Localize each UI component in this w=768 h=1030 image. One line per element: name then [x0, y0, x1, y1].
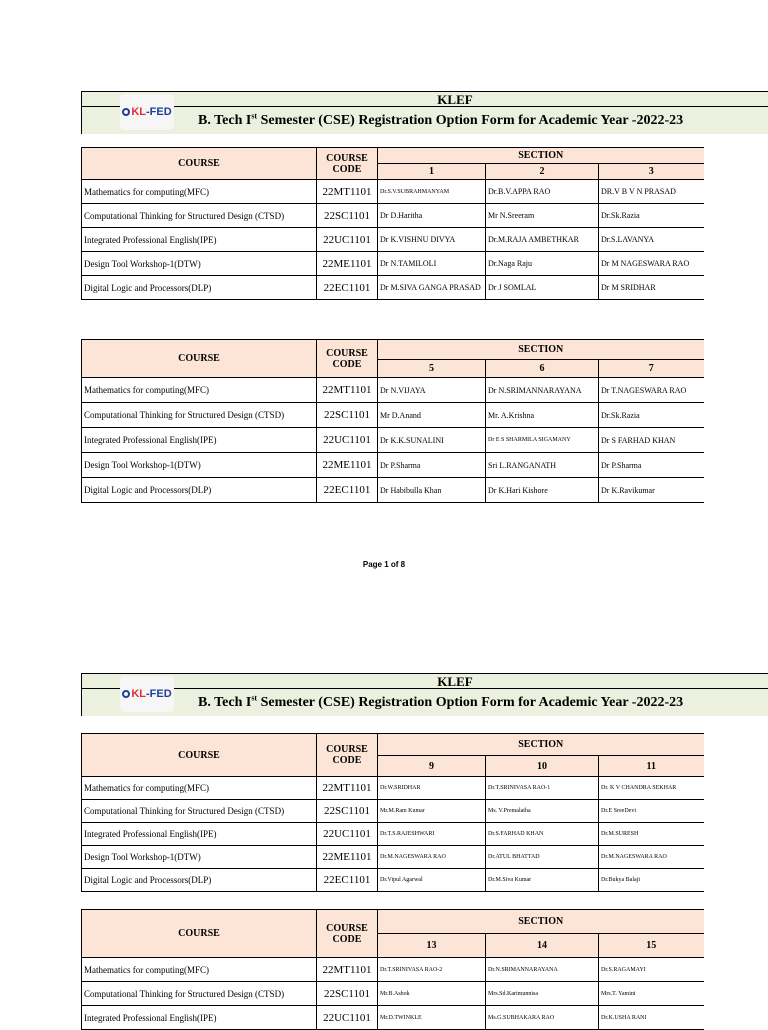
course-code: 22EC1101 — [317, 869, 378, 892]
section-header: SECTION — [378, 148, 704, 164]
section-table-1 — [81, 147, 704, 300]
faculty-cell: Dr.Bukya Balaji — [599, 869, 704, 892]
faculty-cell: Mrs.Sd.Karimunnisa — [486, 982, 599, 1006]
section-number: 1 — [378, 164, 486, 180]
faculty-cell: Dr.S.FARHAD KHAN — [486, 823, 599, 846]
course-code: 22EC1101 — [317, 276, 378, 300]
klfed-logo: KL-FED — [120, 94, 174, 130]
section-number: 9 — [378, 756, 486, 777]
page-number: Page 1 of 8 — [362, 560, 406, 569]
faculty-cell: Dr.M.SURESH — [599, 823, 704, 846]
table-row — [82, 982, 704, 1006]
faculty-cell: Dr.Sk.Razia — [599, 204, 704, 228]
course-name: Integrated Professional English(IPE) — [82, 823, 317, 846]
course-name: Integrated Professional English(IPE) — [82, 228, 317, 252]
faculty-cell: Dr.N.SRIMANNARAYANA — [486, 958, 599, 982]
table-row — [82, 777, 704, 800]
course-header: COURSE — [82, 148, 317, 180]
course-code: 22ME1101 — [317, 453, 378, 478]
faculty-cell: Dr.ATUL BHATTAD — [486, 846, 599, 869]
section-number: 10 — [486, 756, 599, 777]
faculty-cell: Dr.Vipul Agarwal — [378, 869, 486, 892]
course-name: Computational Thinking for Structured Design (CTSD) — [82, 403, 317, 428]
faculty-cell: Mr N.Sreeram — [486, 204, 599, 228]
section-number: 13 — [378, 934, 486, 958]
faculty-cell: Dr J SOMLAL — [486, 276, 599, 300]
faculty-cell: Dr.T.SRINIVASA RAO-1 — [486, 777, 599, 800]
table-row — [82, 1006, 704, 1030]
course-header: COURSE — [82, 340, 317, 378]
section-number: 2 — [486, 164, 599, 180]
section-number: 5 — [378, 360, 486, 378]
course-code: 22SC1101 — [317, 204, 378, 228]
section-number: 15 — [599, 934, 704, 958]
table-row — [82, 869, 704, 892]
table-row — [82, 378, 704, 403]
faculty-cell: Ms.G.SUBHAKARA RAO — [486, 1006, 599, 1030]
course-code: 22UC1101 — [317, 428, 378, 453]
table-row — [82, 276, 704, 300]
faculty-cell: Dr.T.S.RAJESHWARI — [378, 823, 486, 846]
faculty-cell: Mr.D.TWINKLE — [378, 1006, 486, 1030]
faculty-cell: Dr K.Ravikumar — [599, 478, 704, 503]
faculty-cell: Dr Habibulla Khan — [378, 478, 486, 503]
course-name: Digital Logic and Processors(DLP) — [82, 478, 317, 503]
course-name: Integrated Professional English(IPE) — [82, 1006, 317, 1030]
course-name: Design Tool Workshop-1(DTW) — [82, 453, 317, 478]
form-title: B. Tech Ist Semester (CSE) Registration Option Form for Academic Year -2022-23 — [82, 689, 768, 716]
header-banner — [81, 673, 768, 716]
faculty-cell: Ms. V.Premalatha — [486, 800, 599, 823]
section-number: 7 — [599, 360, 704, 378]
course-code: 22SC1101 — [317, 800, 378, 823]
table-row — [82, 252, 704, 276]
faculty-cell: Dr.T.SRINIVASA RAO-2 — [378, 958, 486, 982]
table-row — [82, 204, 704, 228]
faculty-cell: Dr K.VISHNU DIVYA — [378, 228, 486, 252]
course-name: Digital Logic and Processors(DLP) — [82, 276, 317, 300]
org-name: KLEF — [82, 674, 768, 689]
course-code: 22ME1101 — [317, 252, 378, 276]
faculty-cell: Dr.S.LAVANYA — [599, 228, 704, 252]
table-row — [82, 800, 704, 823]
course-code: 22MT1101 — [317, 958, 378, 982]
section-number: 14 — [486, 934, 599, 958]
course-code: 22ME1101 — [317, 846, 378, 869]
course-name: Mathematics for computing(MFC) — [82, 958, 317, 982]
course-name: Design Tool Workshop-1(DTW) — [82, 846, 317, 869]
faculty-cell: Dr.Sk.Razia — [599, 403, 704, 428]
course-code: 22MT1101 — [317, 180, 378, 204]
table-row — [82, 180, 704, 204]
course-code: 22UC1101 — [317, 1006, 378, 1030]
section-table-4 — [81, 909, 704, 1030]
course-name: Computational Thinking for Structured Design (CTSD) — [82, 800, 317, 823]
table-row — [82, 823, 704, 846]
course-code-header: COURSE CODE — [317, 734, 378, 777]
faculty-cell: Dr M SRIDHAR — [599, 276, 704, 300]
faculty-cell: Dr.M.NAGESWARA RAO — [599, 846, 704, 869]
table-row — [82, 846, 704, 869]
section-number: 3 — [599, 164, 704, 180]
section-header: SECTION — [378, 734, 704, 756]
course-name: Computational Thinking for Structured Design (CTSD) — [82, 204, 317, 228]
faculty-cell: Mrs.T. Yamini — [599, 982, 704, 1006]
org-name: KLEF — [82, 92, 768, 107]
course-name: Design Tool Workshop-1(DTW) — [82, 252, 317, 276]
faculty-cell: Dr N.VIJAYA — [378, 378, 486, 403]
form-title: B. Tech Ist Semester (CSE) Registration Option Form for Academic Year -2022-23 — [82, 107, 768, 134]
course-code: 22EC1101 — [317, 478, 378, 503]
course-code: 22MT1101 — [317, 378, 378, 403]
faculty-cell: Dr D.Haritha — [378, 204, 486, 228]
course-header: COURSE — [82, 910, 317, 958]
section-table-2 — [81, 339, 704, 503]
course-code: 22SC1101 — [317, 403, 378, 428]
table-row — [82, 453, 704, 478]
course-code: 22UC1101 — [317, 228, 378, 252]
gear-icon — [122, 690, 130, 698]
faculty-cell: Dr N.TAMILOLI — [378, 252, 486, 276]
course-name: Computational Thinking for Structured Design (CTSD) — [82, 982, 317, 1006]
klfed-logo: KL-FED — [120, 676, 174, 712]
table-row — [82, 958, 704, 982]
section-header: SECTION — [378, 910, 704, 934]
faculty-cell: Dr K.Hari Kishore — [486, 478, 599, 503]
faculty-cell: Dr E S SHARMILA SIGAMANY — [486, 428, 599, 453]
faculty-cell: Mr. A.Krishna — [486, 403, 599, 428]
faculty-cell: Dr.M.Siva Kumar — [486, 869, 599, 892]
table-row — [82, 478, 704, 503]
faculty-cell: Dr M.SIVA GANGA PRASAD — [378, 276, 486, 300]
faculty-cell: Dr S FARHAD KHAN — [599, 428, 704, 453]
faculty-cell: Dr.E SreeDevi — [599, 800, 704, 823]
course-code-header: COURSE CODE — [317, 340, 378, 378]
section-number: 6 — [486, 360, 599, 378]
faculty-cell: Dr.M.RAJA AMBETHKAR — [486, 228, 599, 252]
faculty-cell: Dr P.Sharma — [599, 453, 704, 478]
header-banner — [81, 91, 768, 134]
faculty-cell: Dr.W.SRIDHAR — [378, 777, 486, 800]
faculty-cell: Dr.S.RAGAMAYI — [599, 958, 704, 982]
table-row — [82, 428, 704, 453]
course-name: Integrated Professional English(IPE) — [82, 428, 317, 453]
faculty-cell: Dr.S.V.SUBRAHMANYAM — [378, 180, 486, 204]
course-header: COURSE — [82, 734, 317, 777]
faculty-cell: Dr.K.USHA RANI — [599, 1006, 704, 1030]
course-code: 22UC1101 — [317, 823, 378, 846]
faculty-cell: Dr N.SRIMANNARAYANA — [486, 378, 599, 403]
course-name: Mathematics for computing(MFC) — [82, 180, 317, 204]
table-row — [82, 228, 704, 252]
table-row — [82, 403, 704, 428]
course-name: Mathematics for computing(MFC) — [82, 378, 317, 403]
faculty-cell: Dr.B.V.APPA RAO — [486, 180, 599, 204]
faculty-cell: Mr D.Anand — [378, 403, 486, 428]
section-number: 11 — [599, 756, 704, 777]
faculty-cell: DR.V B V N PRASAD — [599, 180, 704, 204]
faculty-cell: Dr.Naga Raju — [486, 252, 599, 276]
faculty-cell: Dr.M.NAGESWARA RAO — [378, 846, 486, 869]
course-code: 22MT1101 — [317, 777, 378, 800]
course-name: Mathematics for computing(MFC) — [82, 777, 317, 800]
faculty-cell: Mr.B.Ashok — [378, 982, 486, 1006]
faculty-cell: Dr P.Sharma — [378, 453, 486, 478]
faculty-cell: Dr K.K.SUNALINI — [378, 428, 486, 453]
course-code-header: COURSE CODE — [317, 148, 378, 180]
faculty-cell: Dr T.NAGESWARA RAO — [599, 378, 704, 403]
faculty-cell: Dr M NAGESWARA RAO — [599, 252, 704, 276]
faculty-cell: Dr. K V CHANDRA SEKHAR — [599, 777, 704, 800]
faculty-cell: Mr.M.Ram Kumar — [378, 800, 486, 823]
section-table-3 — [81, 733, 704, 892]
gear-icon — [122, 108, 130, 116]
section-header: SECTION — [378, 340, 704, 360]
course-name: Digital Logic and Processors(DLP) — [82, 869, 317, 892]
faculty-cell: Sri L.RANGANATH — [486, 453, 599, 478]
course-code-header: COURSE CODE — [317, 910, 378, 958]
course-code: 22SC1101 — [317, 982, 378, 1006]
